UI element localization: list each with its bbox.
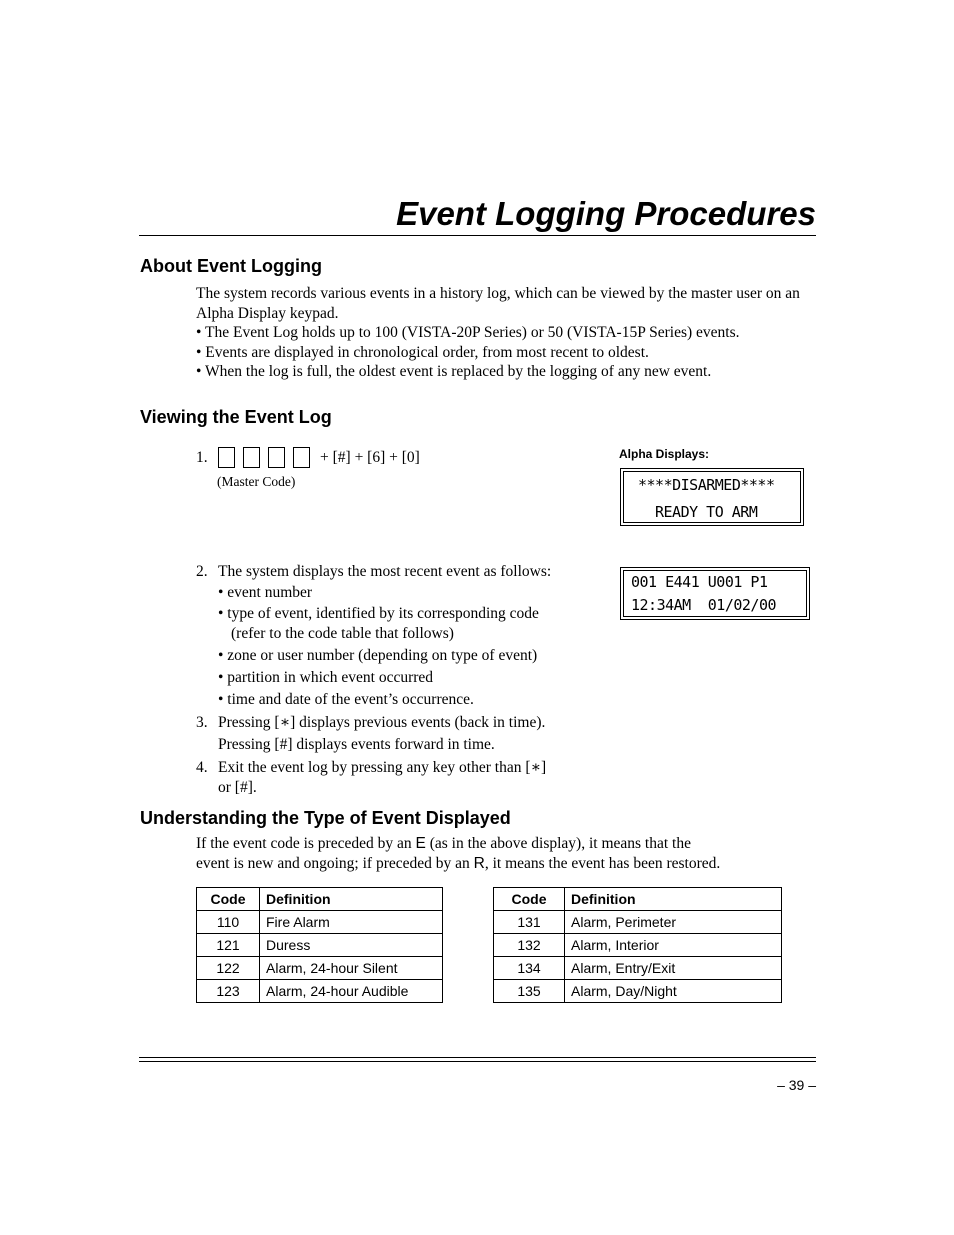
page-title: Event Logging Procedures [396,195,816,232]
event-code: 135 [494,980,565,1003]
table-row [494,911,782,934]
step-2 [196,562,616,582]
event-code: 123 [197,980,260,1003]
event-code-table-left [196,887,443,1003]
text: event is new and ongoing; if preceded by an [196,854,474,872]
event-code: 110 [197,911,260,934]
event-definition: Fire Alarm [260,911,443,934]
event-definition: Alarm, Perimeter [565,911,782,934]
step-bullet: • partition in which event occurred [218,669,434,686]
viewing-heading: Viewing the Event Log [140,407,332,427]
event-definition: Alarm, Day/Night [565,980,782,1003]
text: , it means the event has been restored. [484,854,721,872]
step-text: The system displays the most recent event as follows: [218,563,552,580]
code-letter-e: E [415,835,426,852]
understanding-paragraph [196,834,836,873]
event-definition: Alarm, 24-hour Silent [260,957,443,980]
about-heading: About Event Logging [140,256,322,276]
lcd-line: ****DISARMED**** [638,476,775,494]
table-row [494,980,782,1003]
footer-rule [139,1057,816,1062]
text: If the event code is preceded by an [196,835,416,852]
lcd-display-disarmed [620,468,804,526]
step-bullet: • time and date of the event’s occurrence. [218,691,474,708]
lcd-line: READY TO ARM [655,503,758,521]
key-sequence: + [#] + [6] + [0] [320,448,420,466]
event-code-table-right [493,887,782,1003]
table-row [494,957,782,980]
lcd-line: 001 E441 U001 P1 [631,573,768,591]
table-header-row [494,888,782,911]
step-text-continued: or [#]. [218,779,257,796]
master-code-label: (Master Code) [217,474,296,489]
table-header-row [197,888,443,911]
master-code-digit-box [218,447,235,468]
about-bullet: • Events are displayed in chronological order, from most recent to oldest. [196,343,649,361]
step1-keys [196,447,420,468]
event-code: 132 [494,934,565,957]
step-bullet-continued: (refer to the code table that follows) [231,625,454,642]
event-definition: Duress [260,934,443,957]
event-definition: Alarm, 24-hour Audible [260,980,443,1003]
steps-list [196,562,616,798]
about-intro: The system records various events in a history log, which can be viewed by the master user on an Alpha Display keypad. [196,285,800,322]
table-row [197,957,443,980]
event-definition: Alarm, Entry/Exit [565,957,782,980]
column-header-definition: Definition [565,888,782,911]
event-definition: Alarm, Interior [565,934,782,957]
step-3 [196,713,616,733]
lcd-line: 12:34AM 01/02/00 [631,596,777,614]
column-header-definition: Definition [260,888,443,911]
understanding-heading: Understanding the Type of Event Displayed [140,808,511,828]
event-code: 122 [197,957,260,980]
step-number: 3. [196,714,208,731]
table-row [197,980,443,1003]
master-code-digit-box [243,447,260,468]
step-bullet: • type of event, identified by its corresponding code [218,605,539,622]
step-number: 2. [196,563,208,580]
step-bullet: • event number [218,584,313,601]
step-number: 4. [196,759,208,776]
column-header-code: Code [494,888,565,911]
title-rule [139,235,816,236]
step-text: Exit the event log by pressing any key other than [∗] [218,759,547,776]
column-header-code: Code [197,888,260,911]
event-code: 134 [494,957,565,980]
event-code: 131 [494,911,565,934]
about-bullet: • The Event Log holds up to 100 (VISTA-20P Series) or 50 (VISTA-15P Series) events. [196,324,740,341]
text: (as in the above display), it means that the [425,835,691,852]
about-section [196,284,826,382]
step-4 [196,758,616,778]
code-letter-r: R [473,854,485,872]
step-text-continued: Pressing [#] displays events forward in time. [218,736,495,753]
step-number: 1. [196,448,208,466]
table-row [494,934,782,957]
page-number: – 39 – [777,1077,816,1093]
step-bullet: • zone or user number (depending on type of event) [218,647,538,664]
alpha-displays-label: Alpha Displays: [619,447,710,461]
lcd-display-event [620,567,810,620]
master-code-digit-box [293,447,310,468]
step-text: Pressing [∗] displays previous events (back in time). [218,714,546,731]
about-bullet: • When the log is full, the oldest event is replaced by the logging of any new event. [196,363,712,380]
table-row [197,934,443,957]
table-row [197,911,443,934]
event-code: 121 [197,934,260,957]
master-code-digit-box [268,447,285,468]
